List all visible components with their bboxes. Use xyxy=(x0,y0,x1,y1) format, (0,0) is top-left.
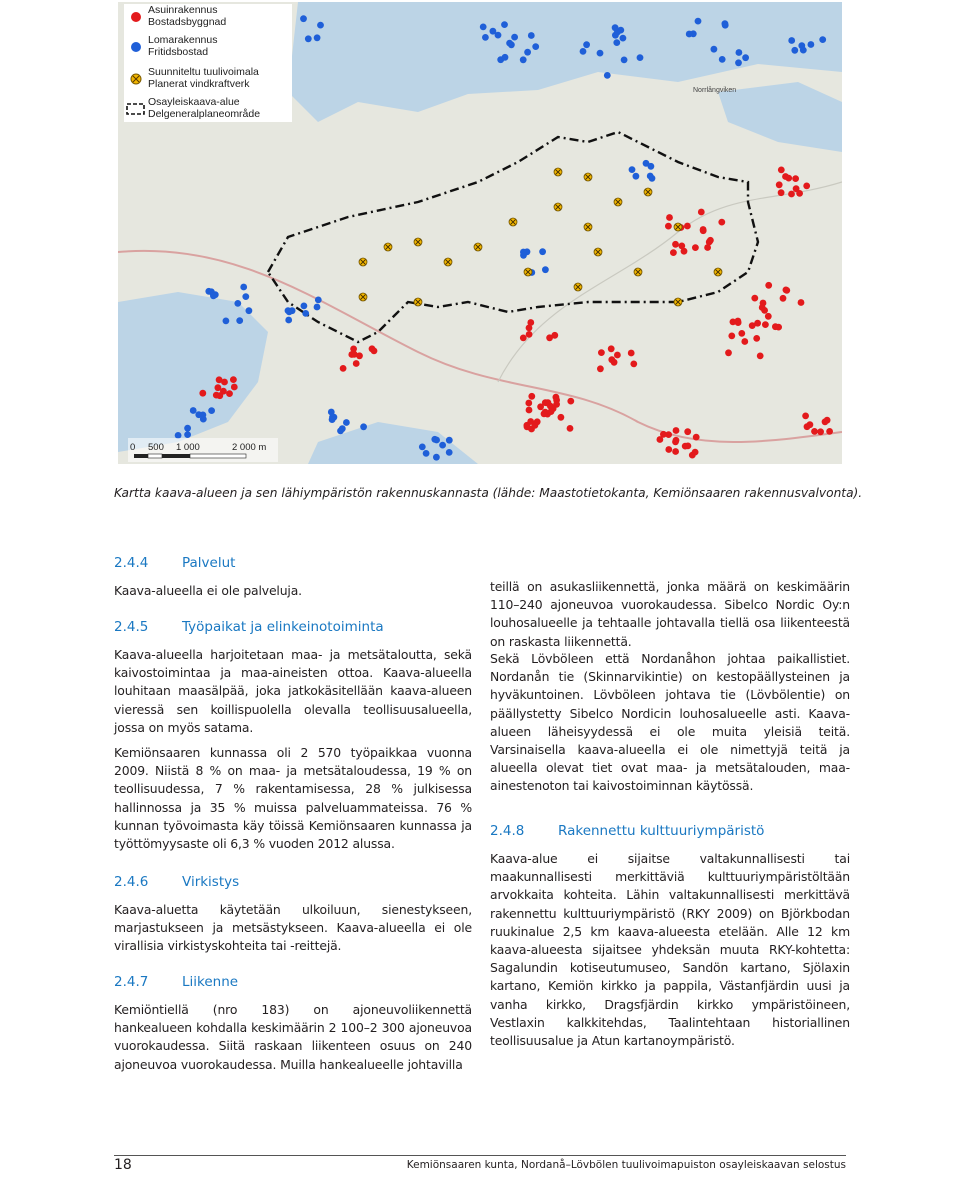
holiday-building-marker xyxy=(735,59,742,66)
residential-building-marker xyxy=(778,167,785,174)
section-title: Liikenne xyxy=(182,974,239,990)
legend-turbine xyxy=(124,66,292,92)
holiday-building-marker xyxy=(423,450,430,457)
wind-turbine-marker xyxy=(584,173,592,181)
footer-title: Kemiönsaaren kunta, Nordanå–Lövbölen tuulivoimapuiston osayleiskaavan selostus xyxy=(406,1159,846,1171)
holiday-building-marker xyxy=(317,22,324,29)
residential-building-marker xyxy=(598,349,605,356)
wind-turbine-marker xyxy=(594,248,602,256)
holiday-building-marker xyxy=(329,416,336,423)
residential-building-marker xyxy=(761,307,768,314)
holiday-building-marker xyxy=(597,50,604,57)
legend-label-fi: Lomarakennus xyxy=(148,34,218,46)
red-dot-icon xyxy=(129,10,143,24)
wind-turbine-marker xyxy=(414,298,422,306)
residential-building-marker xyxy=(765,282,772,289)
residential-building-marker xyxy=(537,403,544,410)
holiday-building-marker xyxy=(629,166,636,173)
place-label: Norrlångviken xyxy=(693,87,737,94)
holiday-building-marker xyxy=(480,24,487,31)
holiday-building-marker xyxy=(613,39,620,46)
holiday-building-marker xyxy=(433,454,440,461)
residential-building-marker xyxy=(698,209,705,216)
holiday-building-marker xyxy=(637,54,644,61)
scale-tick: 0 xyxy=(130,442,136,453)
holiday-building-marker xyxy=(604,72,611,79)
holiday-building-marker xyxy=(686,31,693,38)
residential-building-marker xyxy=(685,443,692,450)
residential-building-marker xyxy=(684,428,691,435)
wind-turbine-marker xyxy=(644,188,652,196)
holiday-building-marker xyxy=(305,35,312,42)
legend-label xyxy=(148,66,259,90)
holiday-building-marker xyxy=(742,54,749,61)
holiday-building-marker xyxy=(360,423,367,430)
residential-building-marker xyxy=(692,449,699,456)
holiday-building-marker xyxy=(502,54,509,61)
wind-turbine-marker xyxy=(614,198,622,206)
residential-building-marker xyxy=(666,214,673,221)
wind-turbine-icon xyxy=(129,72,143,86)
residential-building-marker xyxy=(670,249,677,256)
holiday-building-marker xyxy=(314,304,321,311)
holiday-building-marker xyxy=(501,21,508,28)
scale-bar xyxy=(128,438,278,462)
holiday-building-marker xyxy=(819,36,826,43)
legend-label-sv: Delgeneralplaneområde xyxy=(148,108,261,120)
holiday-building-marker xyxy=(300,15,307,22)
residential-building-marker xyxy=(630,361,637,368)
residential-building-marker xyxy=(356,352,363,359)
legend-label xyxy=(148,4,226,28)
section-number: 2.4.7 xyxy=(114,974,149,990)
residential-building-marker xyxy=(772,323,779,330)
holiday-building-marker xyxy=(314,34,321,41)
residential-building-marker xyxy=(796,190,803,197)
heading-2-4-4 xyxy=(114,555,235,571)
scale-tick: 1 000 xyxy=(176,442,200,453)
residential-building-marker xyxy=(782,173,789,180)
wind-turbine-marker xyxy=(474,243,482,251)
residential-building-marker xyxy=(657,436,664,443)
holiday-building-marker xyxy=(285,317,292,324)
legend-label xyxy=(148,96,260,120)
holiday-building-marker xyxy=(788,37,795,44)
holiday-building-marker xyxy=(246,307,253,314)
dashed-boundary-icon xyxy=(126,102,144,116)
residential-building-marker xyxy=(597,365,604,372)
holiday-building-marker xyxy=(798,42,805,49)
holiday-building-marker xyxy=(583,41,590,48)
holiday-building-marker xyxy=(315,297,322,304)
residential-building-marker xyxy=(220,388,227,395)
holiday-building-marker xyxy=(633,173,640,180)
residential-building-marker xyxy=(692,244,699,251)
residential-building-marker xyxy=(526,331,533,338)
holiday-building-marker xyxy=(719,56,726,63)
holiday-building-marker xyxy=(234,300,241,307)
holiday-building-marker xyxy=(339,425,346,432)
residential-building-marker xyxy=(741,338,748,345)
scale-tick: 500 xyxy=(148,442,164,453)
residential-building-marker xyxy=(804,423,811,430)
residential-building-marker xyxy=(520,335,527,342)
residential-building-marker xyxy=(665,223,672,230)
residential-building-marker xyxy=(525,400,532,407)
residential-building-marker xyxy=(526,407,533,414)
residential-building-marker xyxy=(788,191,795,198)
residential-building-marker xyxy=(765,313,772,320)
residential-building-marker xyxy=(528,393,535,400)
residential-building-marker xyxy=(811,428,818,435)
residential-building-marker xyxy=(340,365,347,372)
holiday-building-marker xyxy=(532,43,539,50)
residential-building-marker xyxy=(614,352,621,359)
residential-building-marker xyxy=(532,422,539,429)
section-title: Virkistys xyxy=(182,874,240,890)
holiday-building-marker xyxy=(482,34,489,41)
holiday-building-marker xyxy=(184,425,191,432)
residential-building-marker xyxy=(558,414,565,421)
legend-residential xyxy=(124,4,292,30)
legend-holiday xyxy=(124,34,292,60)
blue-dot-icon xyxy=(129,40,143,54)
residential-building-marker xyxy=(221,379,228,386)
holiday-building-marker xyxy=(528,32,535,39)
holiday-building-marker xyxy=(439,442,446,449)
section-title: Työpaikat ja elinkeinotoiminta xyxy=(182,619,384,635)
holiday-building-marker xyxy=(301,303,308,310)
residential-building-marker xyxy=(780,295,787,302)
residential-building-marker xyxy=(798,299,805,306)
wind-turbine-marker xyxy=(634,268,642,276)
map-caption: Kartta kaava-alueen ja sen lähiympäristön rakennuskannasta (lähde: Maastotietokanta, Kemiönsaaren rakennusvalvonta). xyxy=(114,486,863,500)
residential-building-marker xyxy=(672,448,679,455)
legend-label-sv: Bostadsbyggnad xyxy=(148,16,227,28)
holiday-building-marker xyxy=(612,24,619,31)
residential-building-marker xyxy=(762,321,769,328)
holiday-building-marker xyxy=(446,437,453,444)
residential-building-marker xyxy=(608,345,615,352)
holiday-building-marker xyxy=(431,436,438,443)
holiday-building-marker xyxy=(580,48,587,55)
holiday-building-marker xyxy=(648,163,655,170)
residential-building-marker xyxy=(567,425,574,432)
wind-turbine-marker xyxy=(524,268,532,276)
paragraph: Kemiöntiellä (nro 183) on ajoneuvoliikennettä hankealueen kohdalla keskimäärin 2 100–2 300 ajoneuvoa vuorokaudessa. Siitä raskaan liikenteen osuus on 240 ajoneuvoa vuorokaudessa. Muilla hankealueelle johtavilla xyxy=(114,1002,472,1072)
holiday-building-marker xyxy=(200,416,207,423)
holiday-building-marker xyxy=(343,419,350,426)
wind-turbine-marker xyxy=(359,293,367,301)
residential-building-marker xyxy=(776,181,783,188)
heading-2-4-8 xyxy=(490,823,764,839)
residential-building-marker xyxy=(524,424,531,431)
residential-building-marker xyxy=(728,333,735,340)
section-title: Rakennettu kulttuuriympäristö xyxy=(558,823,765,839)
residential-building-marker xyxy=(751,295,758,302)
paragraph: Kaava-aluetta käytetään ulkoiluun, sienestykseen, marjastukseen ja metsästykseen. Kaava-alueella ei ole virallisia virkistyskohteita tai -reittejä. xyxy=(114,902,472,954)
legend-label-fi: Osayleiskaava-alue xyxy=(148,96,240,108)
holiday-building-marker xyxy=(184,431,191,438)
section-number: 2.4.8 xyxy=(490,823,525,839)
holiday-building-marker xyxy=(506,40,513,47)
residential-building-marker xyxy=(778,189,785,196)
wind-turbine-marker xyxy=(384,243,392,251)
holiday-building-marker xyxy=(236,317,243,324)
scale-tick: 2 000 m xyxy=(232,442,267,453)
wind-turbine-marker xyxy=(359,258,367,266)
paragraph-continued: teillä on asukasliikennettä, jonka määrä on keskimäärin 110–240 ajoneuvoa vuorokaudessa. Sibelco Nordic Oy:n louhosalueelle ja tehtaalle johtavalla tiellä osa liikenteestä on raskasta liikennettä. xyxy=(490,579,850,649)
holiday-building-marker xyxy=(286,309,293,316)
residential-building-marker xyxy=(348,351,355,358)
paragraph: Sekä Lövböleen että Nordanåhon johtaa paikallistiet. Nordanån tie (Skinnarvikintie) on kestopäällysteinen ja hyväkuntoinen. Lövböleen johtava tie (Lövbölentie) on päällystetty Sibelco Nordicin louhosalueelle asti. Kaava-alueen läheisyydessä ei ole muita yleisiä teitä. Varsinaisella kaava-alueella ei ole nimettyjä teitä ja alueella olevat tiet ovat maa- ja metsätalouden, maa-ainestenoton tai kaivostoiminnan käytössä. xyxy=(490,651,850,794)
residential-building-marker xyxy=(611,359,618,366)
wind-turbine-marker xyxy=(554,203,562,211)
holiday-building-marker xyxy=(210,292,217,299)
residential-building-marker xyxy=(725,349,732,356)
residential-building-marker xyxy=(369,345,376,352)
section-number: 2.4.6 xyxy=(114,874,149,890)
holiday-building-marker xyxy=(524,49,531,56)
heading-2-4-6 xyxy=(114,874,239,890)
residential-building-marker xyxy=(672,241,679,248)
page-number: 18 xyxy=(114,1157,132,1173)
section-title: Palvelut xyxy=(182,555,236,571)
holiday-building-marker xyxy=(695,18,702,25)
holiday-building-marker xyxy=(208,407,215,414)
residential-building-marker xyxy=(749,322,756,329)
heading-2-4-5 xyxy=(114,619,384,635)
wind-turbine-marker xyxy=(444,258,452,266)
residential-building-marker xyxy=(700,227,707,234)
wind-turbine-marker xyxy=(584,223,592,231)
holiday-building-marker xyxy=(736,49,743,56)
heading-2-4-7 xyxy=(114,974,238,990)
paragraph: Kaava-alue ei sijaitse valtakunnallisesti tai maakunnallisesti merkittäviä kulttuuriympäristöltään arvokkaita kohteita. Lähin valtakunnallisesti merkittävä rakennettu kulttuuriympäristö (RKY 2009) on Björkbodan ruukinalue 2,5 km kaava-alueesta etelään. Alle 12 km kaava-alueesta sijaitsee yhdeksän muuta RKY-kohtetta: Sagalundin kotiseutumuseo, Sandön kartano, Sjölaxin kartano, Kemiön kirkko ja pappila, Västanfjärdin uusi ja vanha kirkko, Dragsfjärdin kirkko ympäristöineen, Vestlaxin kalkkitehdas, Taalintehtaan historiallinen teollisuusalue ja Atun kartanoympäristö. xyxy=(490,851,850,1049)
holiday-building-marker xyxy=(539,248,546,255)
holiday-building-marker xyxy=(647,173,654,180)
residential-building-marker xyxy=(817,428,824,435)
wind-turbine-marker xyxy=(714,268,722,276)
holiday-building-marker xyxy=(620,35,627,42)
holiday-building-marker xyxy=(711,46,718,53)
residential-building-marker xyxy=(826,428,833,435)
residential-building-marker xyxy=(567,398,574,405)
holiday-building-marker xyxy=(722,20,729,27)
holiday-building-marker xyxy=(242,293,249,300)
residential-building-marker xyxy=(353,360,360,367)
legend-boundary xyxy=(124,96,292,122)
footer-rule xyxy=(114,1155,846,1156)
holiday-building-marker xyxy=(511,34,518,41)
holiday-building-marker xyxy=(419,444,426,451)
section-number: 2.4.4 xyxy=(114,555,149,571)
residential-building-marker xyxy=(673,427,680,434)
holiday-building-marker xyxy=(446,449,453,456)
map-legend xyxy=(124,4,292,122)
residential-building-marker xyxy=(757,353,764,360)
holiday-building-marker xyxy=(302,310,309,317)
residential-building-marker xyxy=(628,350,635,357)
residential-building-marker xyxy=(693,434,700,441)
residential-building-marker xyxy=(753,335,760,342)
residential-building-marker xyxy=(678,243,685,250)
holiday-building-marker xyxy=(808,41,815,48)
section-number: 2.4.5 xyxy=(114,619,149,635)
wind-turbine-marker xyxy=(674,223,682,231)
residential-building-marker xyxy=(665,431,672,438)
wind-turbine-marker xyxy=(554,168,562,176)
residential-building-marker xyxy=(543,399,550,406)
holiday-building-marker xyxy=(791,47,798,54)
residential-building-marker xyxy=(802,413,809,420)
holiday-building-marker xyxy=(621,57,628,64)
residential-building-marker xyxy=(803,183,810,190)
legend-label xyxy=(148,34,217,58)
holiday-building-marker xyxy=(520,249,527,256)
wind-turbine-marker xyxy=(674,298,682,306)
residential-building-marker xyxy=(707,237,714,244)
holiday-building-marker xyxy=(240,284,247,291)
paragraph: Kaava-alueella harjoitetaan maa- ja metsätaloutta, sekä kaivostoimintaa ja maa-aineisten ottoa. Kaava-alueella louhitaan maasälpää, joka jatkokäsitellään kaava-alueen vieressä sen koillispuolella olevalla teollisuusalueella, jossa on myös satama. xyxy=(114,647,472,735)
residential-building-marker xyxy=(226,390,233,397)
wind-turbine-marker xyxy=(509,218,517,226)
residential-building-marker xyxy=(231,384,238,391)
residential-building-marker xyxy=(541,410,548,417)
residential-building-marker xyxy=(199,390,206,397)
residential-building-marker xyxy=(792,175,799,182)
residential-building-marker xyxy=(704,244,711,251)
wind-turbine-marker xyxy=(414,238,422,246)
paragraph: Kaava-alueella ei ole palveluja. xyxy=(114,583,302,598)
paragraph: Kemiönsaaren kunnassa oli 2 570 työpaikkaa vuonna 2009. Niistä 8 % on maa- ja metsätaloudessa, 19 % on teollisuudessa, 7 % rakentamisessa, 28 % julkisessa hallinnossa ja 35 % muissa palveluammateissa. 76 % kunnan työvoimasta käy töissä Kemiönsaaren kunnassa ja työttömyysaste oli 6,3 % vuoden 2012 alussa. xyxy=(114,745,472,852)
holiday-building-marker xyxy=(223,318,230,325)
residential-building-marker xyxy=(550,405,557,412)
holiday-building-marker xyxy=(520,56,527,63)
legend-label-sv: Planerat vindkraftverk xyxy=(148,78,250,90)
residential-building-marker xyxy=(673,437,680,444)
wind-turbine-marker xyxy=(574,283,582,291)
residential-building-marker xyxy=(735,318,742,325)
residential-building-marker xyxy=(230,376,237,383)
residential-building-marker xyxy=(684,223,691,230)
building-map xyxy=(118,2,842,464)
residential-building-marker xyxy=(665,446,672,453)
residential-building-marker xyxy=(738,330,745,337)
legend-label-fi: Asuinrakennus xyxy=(148,4,218,16)
residential-building-marker xyxy=(527,319,534,326)
residential-building-marker xyxy=(718,219,725,226)
holiday-building-marker xyxy=(490,28,497,35)
legend-label-fi: Suunniteltu tuulivoimala xyxy=(148,66,259,78)
holiday-building-marker xyxy=(542,266,549,273)
holiday-building-marker xyxy=(190,407,197,414)
residential-building-marker xyxy=(783,287,790,294)
residential-building-marker xyxy=(824,417,831,424)
legend-label-sv: Fritidsbostad xyxy=(148,46,209,58)
residential-building-marker xyxy=(546,334,553,341)
